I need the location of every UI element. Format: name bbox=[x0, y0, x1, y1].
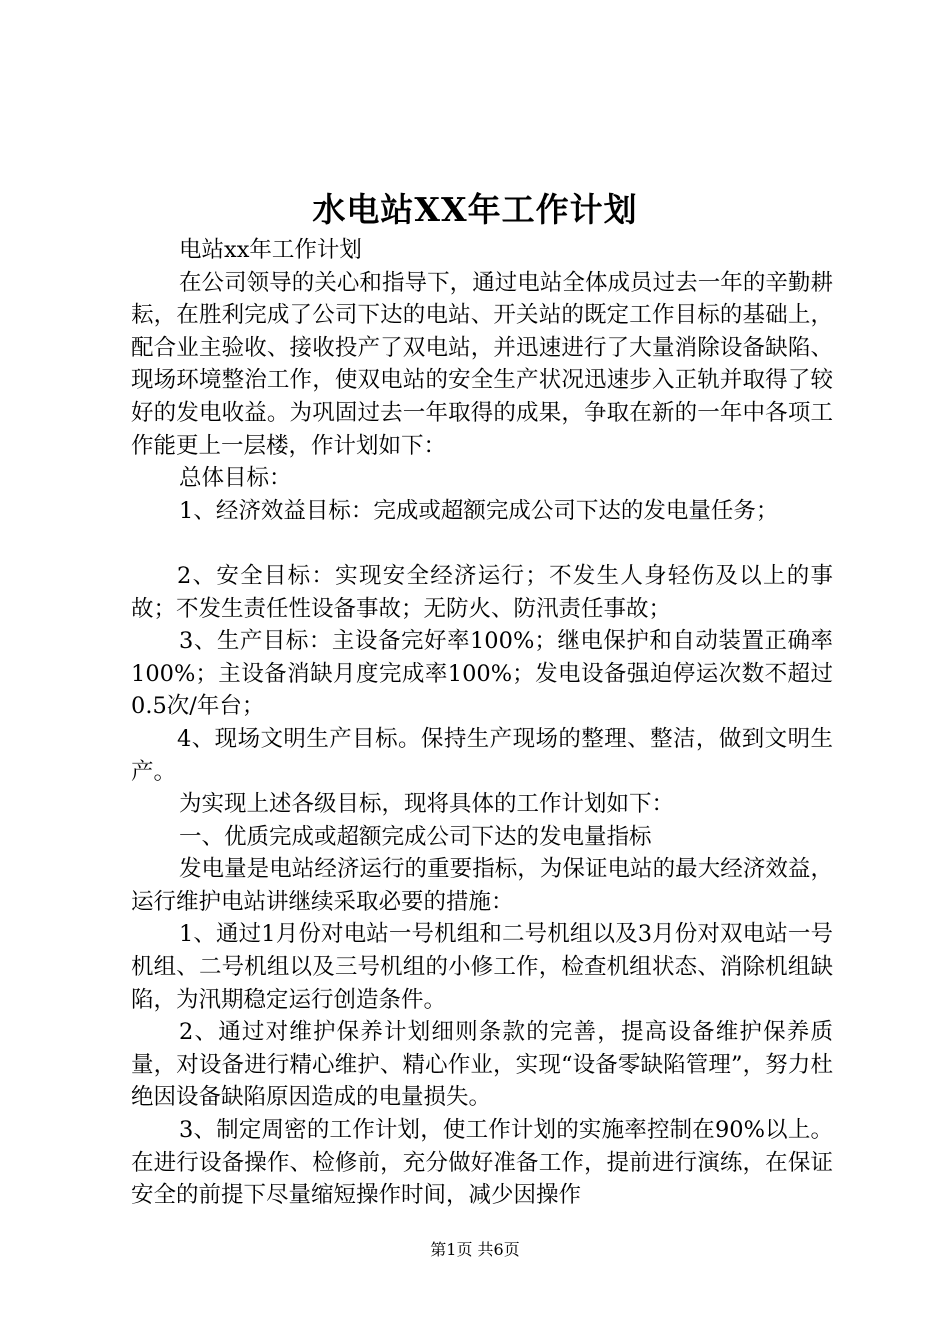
goal-item-production: 3、生产目标：主设备完好率100%；继电保护和自动装置正确率100%；主设备消缺月度完成率100%；发电设备强迫停运次数不超过0.5次/年台； bbox=[131, 628, 833, 720]
goal-item-economic: 1、经济效益目标：完成或超额完成公司下达的发电量任务； bbox=[179, 497, 779, 524]
section-heading-1: 一、优质完成或超额完成公司下达的发电量指标 bbox=[179, 823, 652, 850]
goal-item-safety: 2、安全目标：实现安全经济运行；不发生人身轻伤及以上的事故；不发生责任性设备事故；无防火、防汛责任事故； bbox=[131, 562, 833, 622]
subtitle-paragraph: 电站xx年工作计划 bbox=[179, 237, 362, 263]
measure-item-1: 1、通过1月份对电站一号机组和二号机组以及3月份对双电站一号机组、二号机组以及三号机组的小修工作，检查机组状态、消除机组缺陷，为汛期稳定运行创造条件。 bbox=[131, 921, 833, 1013]
plan-intro-paragraph: 为实现上述各级目标，现将具体的工作计划如下： bbox=[179, 791, 675, 818]
document-title: 水电站XX年工作计划 bbox=[312, 190, 638, 229]
section-1-paragraph: 发电量是电站经济运行的重要指标，为保证电站的最大经济效益，运行维护电站讲继续采取必要的措施： bbox=[131, 856, 833, 915]
measure-item-2: 2、通过对维护保养计划细则条款的完善，提高设备维护保养质量，对设备进行精心维护、精心作业，实现“设备零缺陷管理”，努力杜绝因设备缺陷原因造成的电量损失。 bbox=[131, 1019, 833, 1111]
intro-paragraph: 在公司领导的关心和指导下，通过电站全体成员过去一年的辛勤耕耘，在胜利完成了公司下达的电站、开关站的既定工作目标的基础上，配合业主验收、接收投产了双电站，并迅速进行了大量消除设备缺陷、现场环境整治工作，使双电站的安全生产状况迅速步入正轨并取得了较好的发电收益。为巩固过去一年取得的成果，争取在新的一年中各项工作能更上一层楼，作计划如下： bbox=[131, 269, 833, 459]
document-body bbox=[131, 234, 833, 1212]
blank-line bbox=[131, 527, 833, 560]
page-footer: 第1页 共6页 bbox=[430, 1240, 520, 1259]
goal-item-civilized: 4、现场文明生产目标。保持生产现场的整理、整洁，做到文明生产。 bbox=[131, 725, 833, 785]
goals-heading: 总体目标： bbox=[179, 465, 292, 492]
measure-item-3: 3、制定周密的工作计划，使工作计划的实施率控制在90%以上。在进行设备操作、检修前，充分做好准备工作，提前进行演练，在保证安全的前提下尽量缩短操作时间，减少因操作 bbox=[131, 1117, 833, 1209]
